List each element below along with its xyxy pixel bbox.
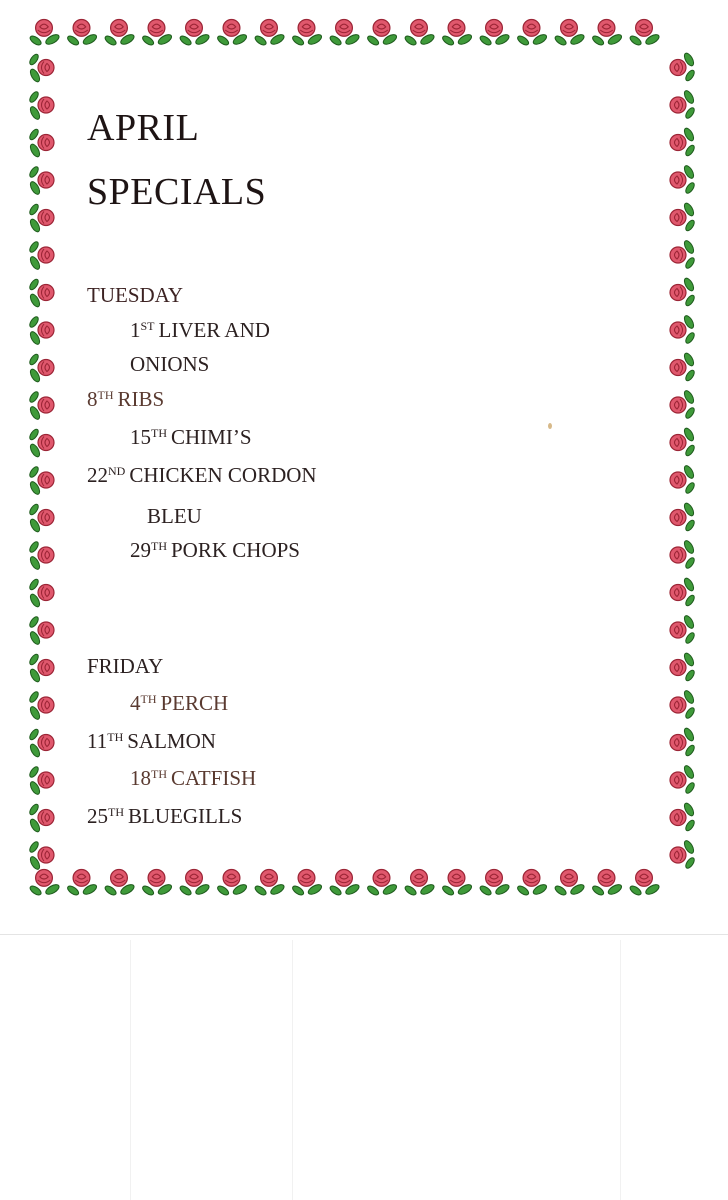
entry-day: 4 [130,691,141,715]
rose-icon [28,540,54,570]
rose-icon [404,870,436,897]
rose-icon [670,464,696,494]
rose-icon [441,20,473,47]
rose-icon [28,803,54,833]
rose-icon [404,20,436,47]
rose-icon [28,728,54,758]
rose-icon [28,90,54,120]
entry-suffix: TH [151,426,167,440]
rose-icon [670,839,696,869]
rose-icon [670,239,696,269]
rose-icon [28,653,54,683]
entry-dish: CHIMI’S [171,425,252,449]
rose-icon [291,870,323,897]
scan-line [130,940,131,1200]
rose-icon [28,353,54,383]
rose-icon [670,52,696,82]
entry-dish-cont: ONIONS [130,352,210,376]
entry-suffix: TH [151,539,167,553]
rose-icon [629,870,661,897]
friday-heading: FRIDAY [87,654,164,678]
rose-icon [670,614,696,644]
rose-icon [104,20,136,47]
rose-icon [670,427,696,457]
rose-icon [28,203,54,233]
rose-icon [479,20,511,47]
rose-icon [366,20,398,47]
entry-day: 18 [130,766,151,790]
rose-icon [670,802,696,832]
entry-day: 22 [87,463,108,487]
friday-entry-1 [130,688,228,722]
entry-day: 11 [87,729,108,753]
rose-icon [28,53,54,83]
rose-icon [670,277,696,307]
tuesday-entry-3 [130,422,252,456]
rose-icon [66,870,98,897]
tuesday-heading: TUESDAY [87,283,184,307]
page-title [87,96,266,224]
rose-icon [591,870,623,897]
entry-dish: BLUEGILLS [128,804,243,828]
entry-day: 8 [87,387,98,411]
rose-icon [479,870,511,897]
entry-suffix: TH [140,692,157,706]
rose-icon [670,202,696,232]
rose-icon [66,20,98,47]
rose-icon [28,165,54,195]
rose-icon [554,870,586,897]
rose-icon [366,870,398,897]
rose-icon [441,870,473,897]
entry-dish-cont: BLEU [147,504,202,528]
entry-suffix: ND [108,464,126,478]
rose-icon [670,389,696,419]
tuesday-entry-4 [87,460,317,532]
rose-icon [179,870,211,897]
entry-suffix: TH [97,388,114,402]
tuesday-entry-1 [130,315,270,380]
rose-icon [670,689,696,719]
paper-speck [548,423,552,429]
rose-icon [28,503,54,533]
entry-dish: CATFISH [171,766,257,790]
entry-dish: CHICKEN CORDON [129,463,317,487]
rose-icon [516,870,548,897]
rose-icon [29,20,61,47]
page-divider [0,934,728,935]
friday-entry-3 [130,763,256,797]
rose-icon [28,765,54,795]
rose-icon [29,870,61,897]
rose-icon [670,127,696,157]
friday-entry-2 [87,726,216,760]
entry-dish: SALMON [127,729,216,753]
entry-dish: PORK CHOPS [171,538,300,562]
entry-day: 25 [87,804,108,828]
entry-dish: RIBS [117,387,165,411]
rose-icon [291,20,323,47]
rose-icon [554,20,586,47]
rose-icon [629,20,661,47]
rose-icon [670,727,696,757]
entry-dish: LIVER AND [158,318,270,342]
rose-icon [216,870,248,897]
friday-entry-4 [87,801,242,835]
rose-icon [141,870,173,897]
rose-icon [28,690,54,720]
scan-line [620,940,621,1200]
rose-icon [28,240,54,270]
title-line-2: SPECIALS [87,171,267,213]
entry-suffix: ST [140,319,155,333]
rose-icon [591,20,623,47]
rose-icon [329,870,361,897]
rose-icon [28,128,54,158]
rose-icon [28,465,54,495]
rose-icon [216,20,248,47]
rose-icon [670,539,696,569]
tuesday-entry-5 [130,535,300,569]
scan-line [292,940,293,1200]
rose-icon [28,278,54,308]
rose-icon [28,615,54,645]
rose-icon [179,20,211,47]
rose-icon [28,840,54,870]
entry-dish: PERCH [160,691,229,715]
rose-icon [254,870,286,897]
rose-icon [329,20,361,47]
rose-icon [670,577,696,607]
rose-icon [670,502,696,532]
entry-suffix: TH [151,767,167,781]
rose-icon [670,652,696,682]
rose-icon [28,315,54,345]
rose-icon [670,314,696,344]
rose-icon [28,390,54,420]
rose-icon [670,352,696,382]
rose-icon [516,20,548,47]
entry-suffix: TH [108,805,124,819]
entry-day: 15 [130,425,151,449]
rose-icon [141,20,173,47]
rose-icon [670,89,696,119]
rose-icon [28,428,54,458]
rose-icon [28,578,54,608]
title-line-1: APRIL [87,107,200,149]
rose-icon [670,764,696,794]
entry-day: 29 [130,538,151,562]
entry-day: 1 [130,318,141,342]
tuesday-entry-2 [87,384,164,418]
rose-icon [104,870,136,897]
rose-icon [254,20,286,47]
entry-suffix: TH [107,730,124,744]
rose-icon [670,164,696,194]
